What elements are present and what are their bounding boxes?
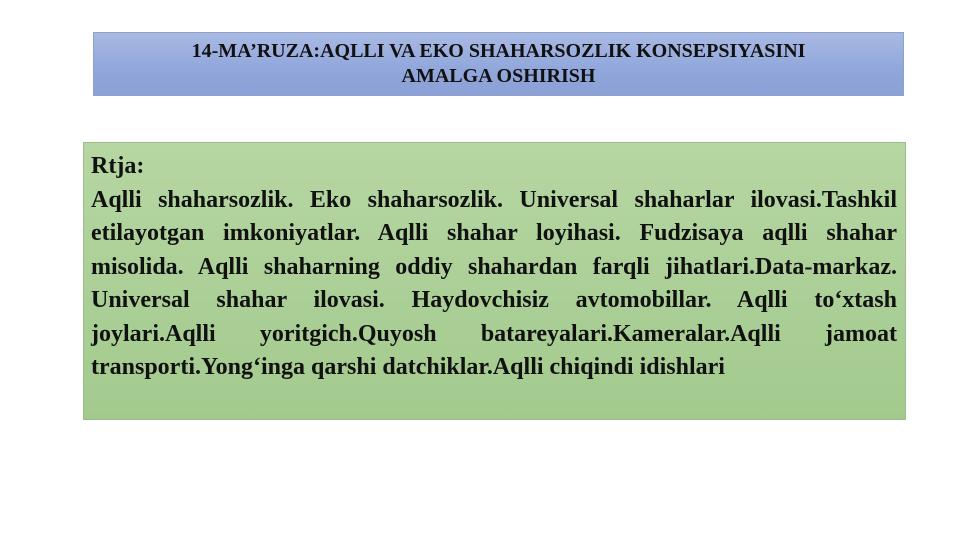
slide-title-box [93,32,904,96]
slide-title-line-1: 14-MA’RUZA:AQLLI VA EKO SHAHARSOZLIK KONSEPSIYASINI [191,40,806,62]
slide-title-line-2: AMALGA OSHIRISH [401,65,596,87]
slide-content-box [83,142,906,420]
content-body: Aqlli shaharsozlik. Eko shaharsozlik. Universal shaharlar ilovasi.Tashkil etilayotgan imkoniyatlar. Aqlli shahar loyihasi. Fudzisaya aqlli shahar misolida. Aqlli shaharning oddiy shahardan farqli jihatlari.Data-markaz. Universal shahar ilovasi. Haydovchisiz avtomobillar. Aqlli to‘xtash joylari.Aqlli yoritgich.Quyosh batareyalari.Kameralar.Aqlli jamoat transporti.Yong‘inga qarshi datchiklar.Aqlli chiqindi idishlari [91,186,897,380]
content-heading: Rtja: [91,153,145,179]
